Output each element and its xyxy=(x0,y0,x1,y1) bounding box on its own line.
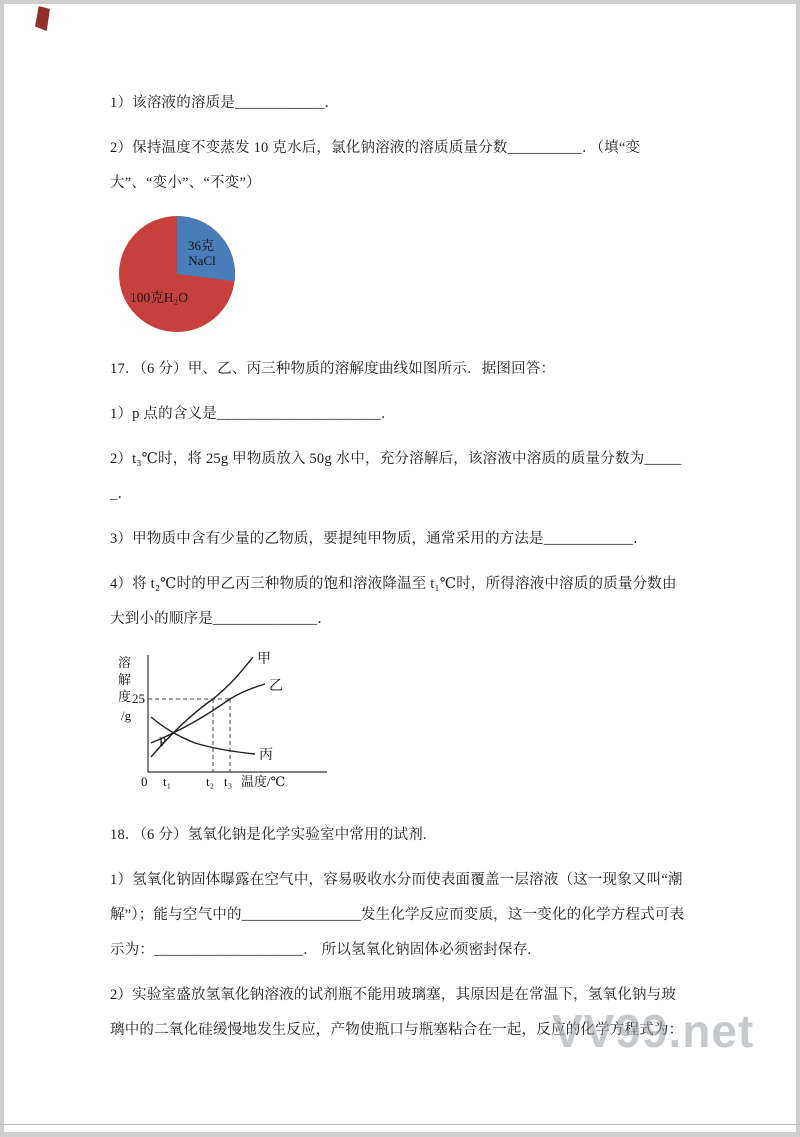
question-16-part2: 2）保持温度不变蒸发 10 克水后，氯化钠溶液的溶质质量分数__________．（填“变大”、“变小”、“不变”） xyxy=(110,140,641,191)
curve-chart-svg xyxy=(115,647,340,799)
question-18-part2: 2）实验室盛放氢氧化钠溶液的试剂瓶不能用玻璃塞，其原因是在常温下，氢氧化钠与玻璃中的二氧化硅缓慢地发生反应，产物使瓶口与瓶塞粘合在一起，反应的化学方程式为： xyxy=(110,987,684,1038)
point-p-label: P xyxy=(159,734,167,749)
y-axis-label-char1: 溶 xyxy=(118,655,132,670)
solubility-curve-chart xyxy=(115,647,690,804)
x-axis-tick-t3: t₃ xyxy=(224,774,233,789)
question-17-part4: 4）将 t₂℃时的甲乙丙三种物质的饱和溶液降温至 t₁℃时，所得溶液中溶质的质量分数由大到小的顺序是______________． xyxy=(110,576,677,627)
pie-label-nacl-formula: NaCl xyxy=(188,253,216,268)
x-axis-unit-label: 温度/℃ xyxy=(241,774,286,789)
question-18-header: 18．（6 分）氢氧化钠是化学实验室中常用的试剂. xyxy=(110,827,427,843)
x-axis-tick-t2: t₂ xyxy=(206,774,215,789)
page-bottom-separator xyxy=(0,1124,800,1125)
nacl-solution-pie-chart xyxy=(113,211,690,344)
curve-yi xyxy=(151,684,265,743)
question-17-part2: 2）t₃℃时，将 25g 甲物质放入 50g 水中，充分溶解后，该溶液中溶质的质量分数为______． xyxy=(110,451,682,502)
curve-label-bing: 丙 xyxy=(259,748,273,763)
question-17-part3: 3）甲物质中含有少量的乙物质，要提纯甲物质，通常采用的方法是____________． xyxy=(110,531,648,547)
exam-content xyxy=(4,4,796,1048)
pie-label-water: 100克H₂O xyxy=(130,290,188,305)
curve-label-jia: 甲 xyxy=(257,652,271,667)
curve-jia xyxy=(151,657,253,757)
pie-label-nacl-mass: 36克 xyxy=(187,238,215,253)
y-axis-label-char3: 度 xyxy=(118,689,132,704)
y-axis-label-char2: 解 xyxy=(118,672,132,687)
y-axis-unit: /g xyxy=(121,708,132,723)
question-17-header: 17．（6 分）甲、乙、丙三种物质的溶解度曲线如图所示．据图回答： xyxy=(110,361,556,377)
curve-label-yi: 乙 xyxy=(269,679,283,694)
chart-axes xyxy=(148,655,327,772)
x-axis-tick-t1: t₁ xyxy=(163,774,172,789)
y-axis-tick-25: 25 xyxy=(132,691,145,706)
question-18-part1: 1）氢氧化钠固体曝露在空气中，容易吸收水分而使表面覆盖一层溶液（这一现象又叫“潮解”）；能与空气中的________________发生化学反应而变质，这一变化的化学方程式可表示为：____________________． 所以氢氧化钠固体必须密封保存. xyxy=(110,872,685,958)
pie-chart-svg xyxy=(113,211,245,339)
watermark: VV99.net xyxy=(552,1005,755,1057)
question-16-part1: 1）该溶液的溶质是____________． xyxy=(110,95,340,111)
question-17-part1: 1）p 点的含义是______________________． xyxy=(110,406,396,422)
exam-page xyxy=(4,4,796,1132)
x-axis-origin: 0 xyxy=(141,774,148,789)
